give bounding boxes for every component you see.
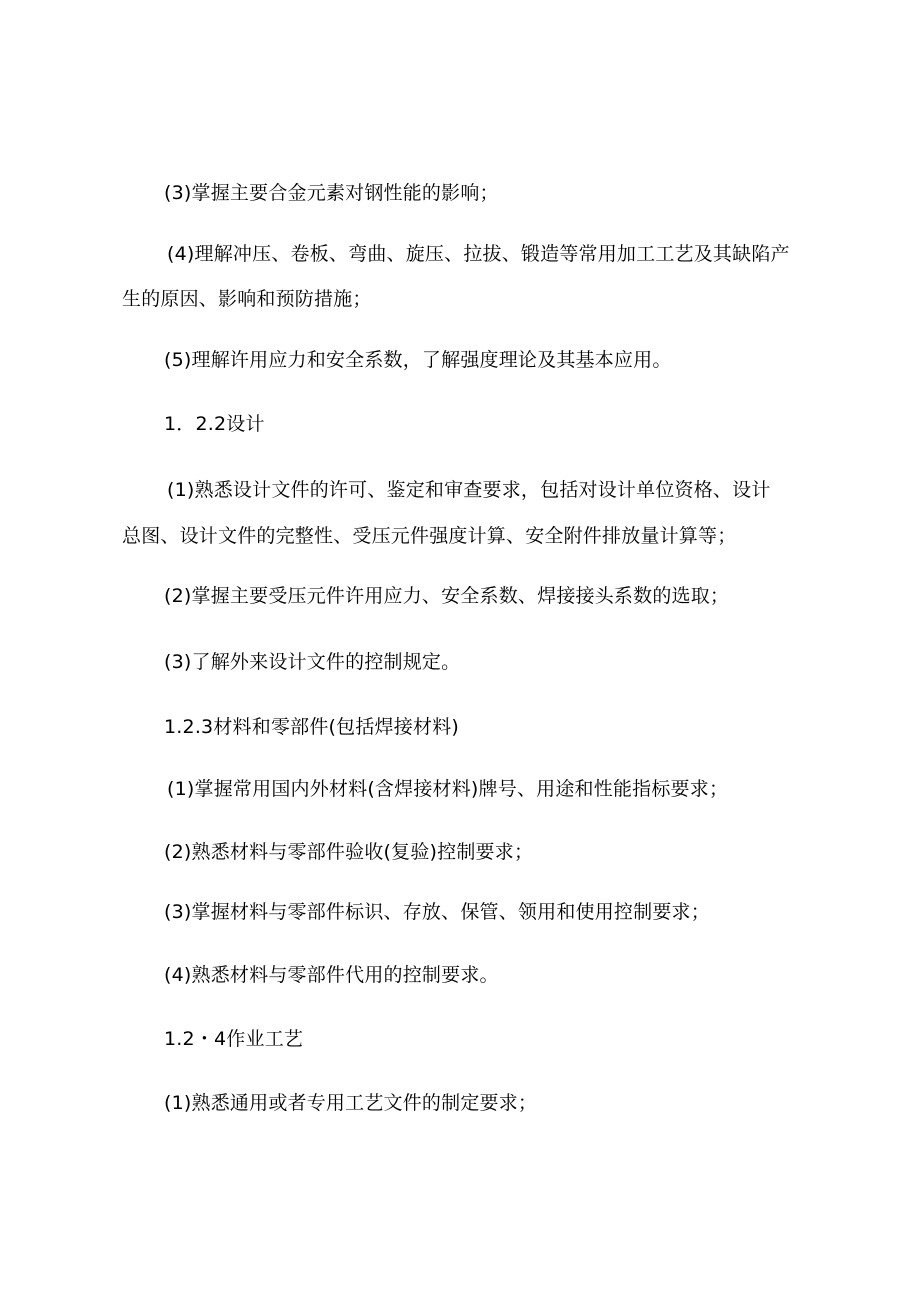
paragraph-external-design: (3)了解外来设计文件的控制规定。 — [164, 651, 461, 673]
paragraph-design-files-line-2: 总图、设计文件的完整性、受压元件强度计算、安全附件排放量计算等； — [122, 525, 737, 547]
paragraph-material-substitution: (4)熟悉材料与零部件代用的控制要求。 — [164, 964, 499, 986]
paragraph-material-identification: (3)掌握材料与零部件标识、存放、保管、领用和使用控制要求； — [164, 901, 710, 923]
paragraph-allowable-stress: (5)理解许用应力和安全系数，了解强度理论及其基本应用。 — [164, 349, 672, 371]
paragraph-processing-line-1: (4)理解冲压、卷板、弯曲、旋压、拉拔、锻造等常用加工工艺及其缺陷产 — [167, 243, 790, 265]
paragraph-material-grades: (1)掌握常用国内外材料(含焊接材料)牌号、用途和性能指标要求； — [167, 778, 729, 800]
paragraph-pressure-parts: (2)掌握主要受压元件许用应力、安全系数、焊接接头系数的选取； — [164, 585, 730, 607]
paragraph-material-acceptance: (2)熟悉材料与零部件验收(复验)控制要求； — [164, 841, 534, 863]
section-heading-materials: 1.2.3材料和零部件(包括焊接材料) — [164, 716, 459, 738]
section-heading-design: 1．2.2设计 — [164, 413, 265, 435]
paragraph-alloy-elements: (3)掌握主要合金元素对钢性能的影响； — [164, 182, 499, 204]
paragraph-design-files-line-1: (1)熟悉设计文件的许可、鉴定和审查要求，包括对设计单位资格、设计 — [167, 479, 771, 501]
section-heading-process: 1.2・4作业工艺 — [164, 1028, 304, 1050]
paragraph-processing-line-2: 生的原因、影响和预防措施； — [122, 288, 372, 310]
paragraph-process-files: (1)熟悉通用或者专用工艺文件的制定要求； — [164, 1092, 538, 1114]
